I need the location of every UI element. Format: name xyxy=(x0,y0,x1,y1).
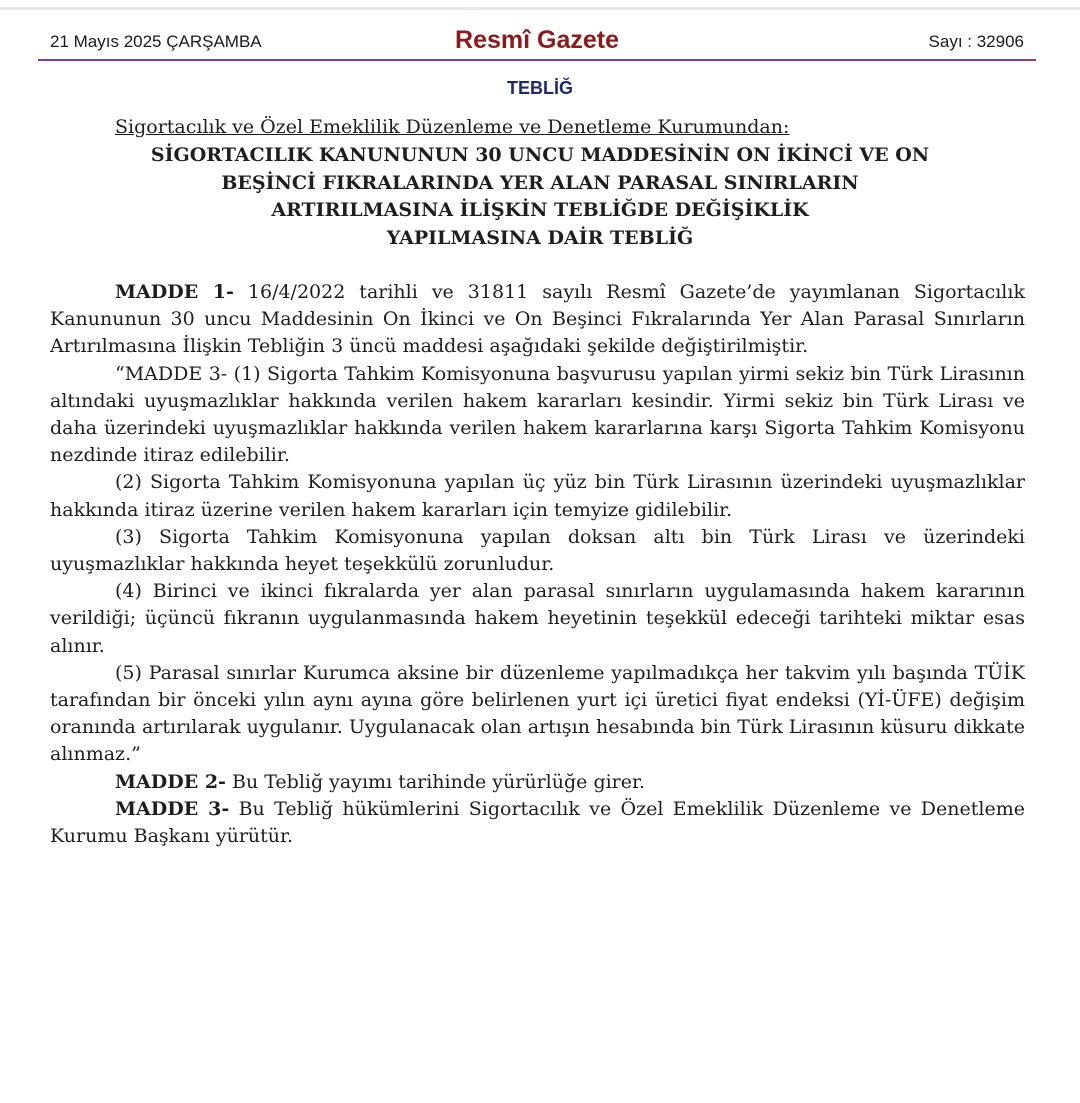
article-3 xyxy=(50,796,1025,850)
quoted-paragraph-2: (2) Sigorta Tahkim Komisyonuna yapılan üç yüz bin Türk Lirasının üzerindeki uyuşmazlıklar hakkında itiraz üzerine verilen hakem kararları için temyize gidilebilir. xyxy=(50,471,1025,521)
title-line: SİGORTACILIK KANUNUNUN 30 UNCU MADDESİNİN ON İKİNCİ VE ON xyxy=(150,144,930,166)
document-body xyxy=(50,279,1025,850)
section-heading: TEBLİĞ xyxy=(507,78,573,98)
article-1-text: 16/4/2022 tarihli ve 31811 sayılı Resmî Gazete’de yayımlanan Sigortacılık Kanununun 30 uncu Maddesinin On İkinci ve On Beşinci Fıkralarında Yer Alan Parasal Sınırların Artırılmasına İlişkin Tebliğin 3 üncü maddesi aşağıdaki şekilde değiştirilmiştir. xyxy=(50,281,1025,358)
article-2-label: MADDE 2- xyxy=(115,770,226,793)
article-3-text: Bu Tebliğ hükümlerini Sigortacılık ve Özel Emeklilik Düzenleme ve Denetleme Kurumu Başkanı yürütür. xyxy=(50,797,1025,848)
communique-title xyxy=(40,142,1040,252)
article-1 xyxy=(50,279,1025,361)
article-3-label: MADDE 3- xyxy=(115,797,230,820)
quoted-paragraph-4: (4) Birinci ve ikinci fıkralarda yer alan parasal sınırların uygulamasında hakem kararının verildiği; üçüncü fıkranın uygulanmasında hakem heyetinin teşekkül edeceği tarihteki miktar esas alınır. xyxy=(50,580,1025,657)
issue-number: Sayı : 32906 xyxy=(928,32,1024,51)
title-line: YAPILMASINA DAİR TEBLİĞ xyxy=(386,226,694,249)
top-divider xyxy=(0,7,1080,10)
header-date: 21 Mayıs 2025 ÇARŞAMBA xyxy=(50,32,262,51)
quoted-paragraph-1: “MADDE 3- (1) Sigorta Tahkim Komisyonuna başvurusu yapılan yirmi sekiz bin Türk Lirasının altındaki uyuşmazlıklar hakkında verilen hakem kararları kesindir. Yirmi sekiz bin Türk Lirası ve daha üzerindeki uyuşmazlıklar hakkında verilen hakem kararlarına karşı Sigorta Tahkim Komisyonu nezdinde itiraz edilebilir. xyxy=(50,362,1025,467)
article-2-text: Bu Tebliğ yayımı tarihinde yürürlüğe girer. xyxy=(231,770,646,793)
article-1-label: MADDE 1- xyxy=(115,281,234,303)
quoted-paragraph-5: (5) Parasal sınırlar Kurumca aksine bir düzenleme yapılmadıkça her takvim yılı başında TÜİK tarafından bir önceki yılın aynı ayına göre belirlenen yurt içi üretici fiyat endeksi (Yİ-ÜFE) değişim oranında artırılarak uygulanır. Uygulanacak olan artışın hesabında bin Türk Lirasının küsuru dikkate alınmaz.” xyxy=(50,661,1025,766)
header-divider xyxy=(38,59,1036,61)
article-2 xyxy=(50,769,1025,796)
quoted-paragraph-3: (3) Sigorta Tahkim Komisyonuna yapılan doksan altı bin Türk Lirası ve üzerindeki uyuşmazlıklar hakkında heyet teşekkülü zorunludur. xyxy=(50,525,1025,576)
gazette-header xyxy=(38,26,1036,60)
gazette-title: Resmî Gazete xyxy=(455,26,619,54)
issuing-institution: Sigortacılık ve Özel Emeklilik Düzenleme ve Denetleme Kurumundan: xyxy=(115,116,790,138)
title-line: ARTIRILMASINA İLİŞKİN TEBLİĞDE DEĞİŞİKLİK xyxy=(271,199,809,221)
title-line: BEŞİNCİ FIKRALARINDA YER ALAN PARASAL SINIRLARIN xyxy=(221,171,859,194)
